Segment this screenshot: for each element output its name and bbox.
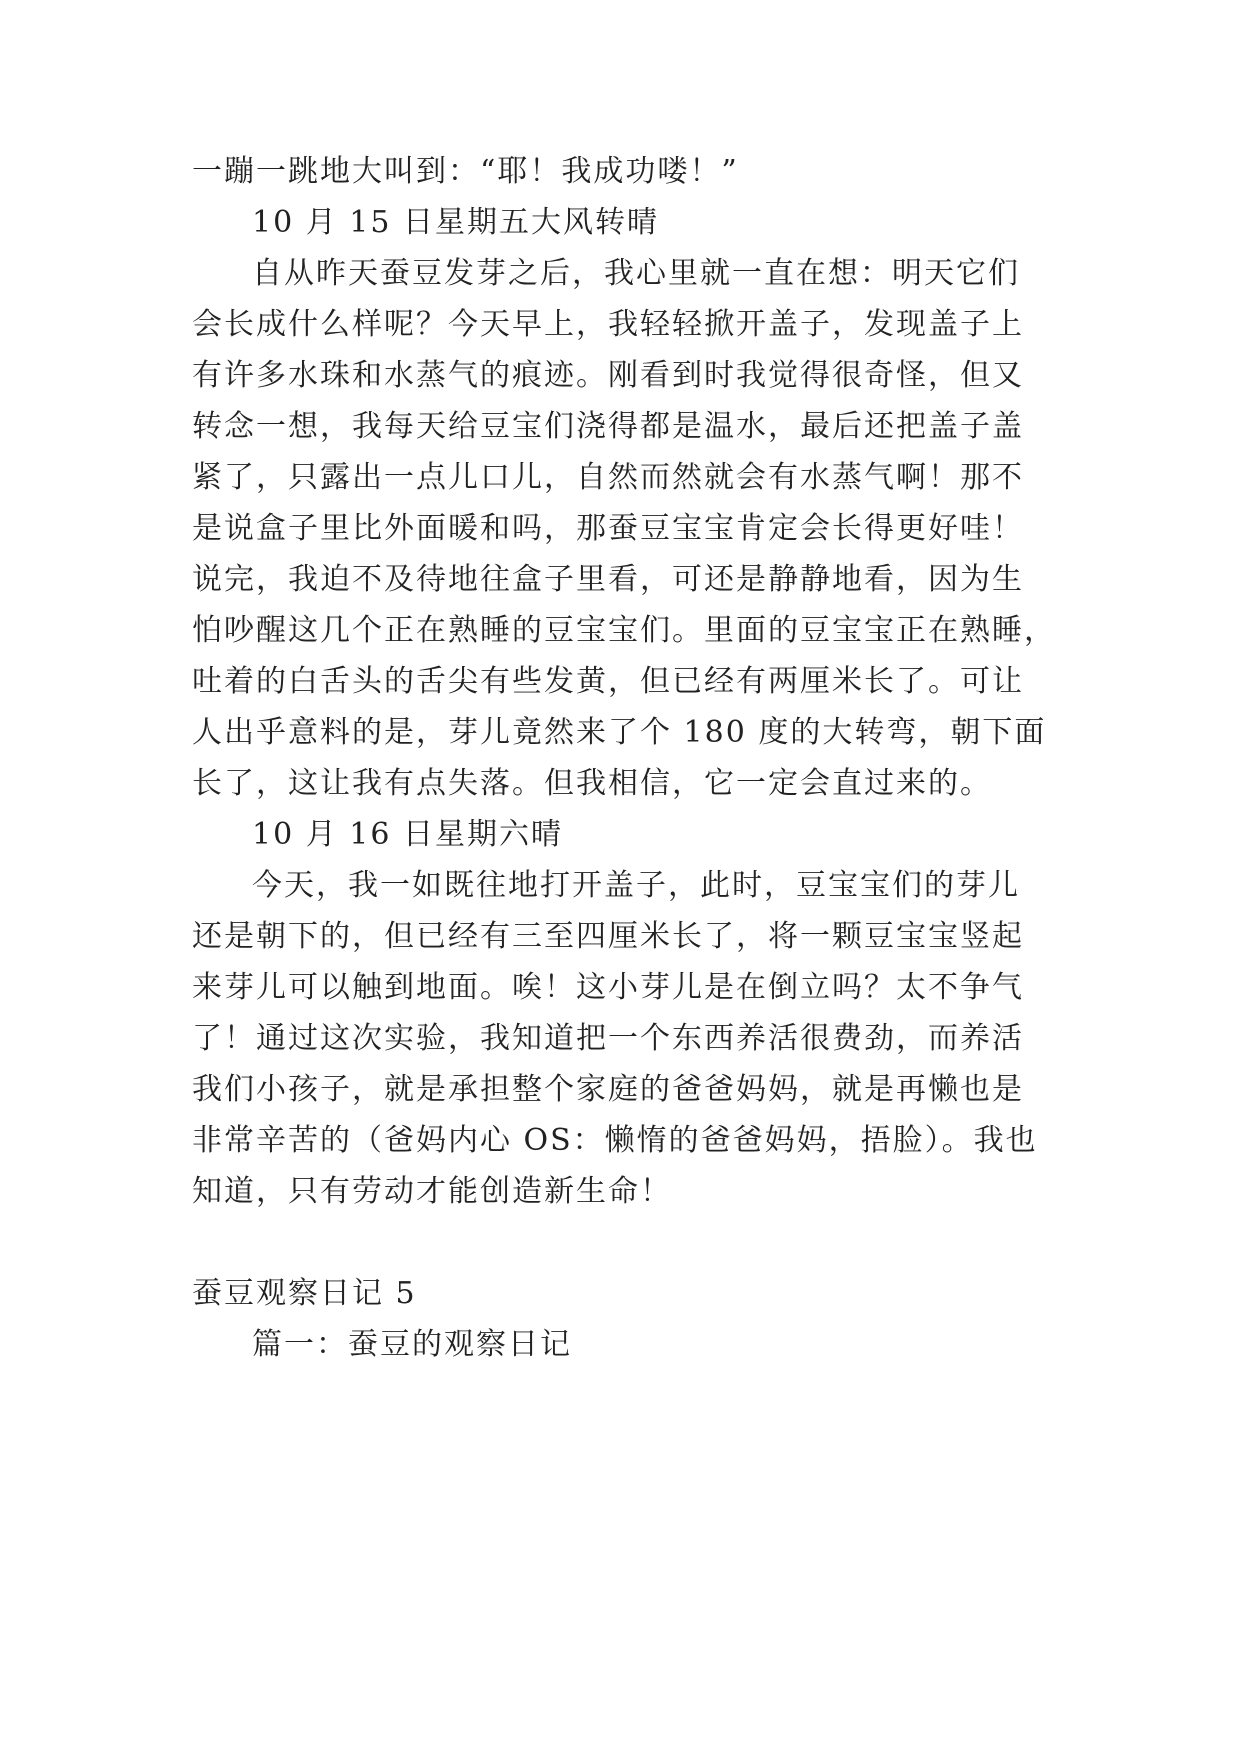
text-line: 一蹦一跳地大叫到：“耶！我成功喽！” [192, 154, 739, 189]
paragraph-line: 我们小孩子，就是承担整个家庭的爸爸妈妈，就是再懒也是 [192, 1072, 1024, 1107]
paragraph-line: 吐着的白舌头的舌尖有些发黄，但已经有两厘米长了。可让 [192, 664, 1024, 699]
paragraph-line: 转念一想，我每天给豆宝们浇得都是温水，最后还把盖子盖 [192, 409, 1024, 444]
paragraph-line: 长了，这让我有点失落。但我相信，它一定会直过来的。 [192, 766, 992, 801]
section-title: 蚕豆观察日记 5 [192, 1276, 417, 1311]
subsection-title: 篇一：蚕豆的观察日记 [252, 1327, 572, 1362]
paragraph-line: 非常辛苦的（爸妈内心 OS：懒惰的爸爸妈妈，捂脸）。我也 [192, 1123, 1038, 1158]
diary-date-heading: 10 月 15 日星期五大风转晴 [252, 205, 659, 240]
paragraph-line: 人出乎意料的是，芽儿竟然来了个 180 度的大转弯，朝下面 [192, 715, 1047, 750]
paragraph-line: 说完，我迫不及待地往盒子里看，可还是静静地看，因为生 [192, 562, 1024, 597]
paragraph-line: 还是朝下的，但已经有三至四厘米长了，将一颗豆宝宝竖起 [192, 919, 1024, 954]
paragraph-line: 今天，我一如既往地打开盖子，此时，豆宝宝们的芽儿 [252, 868, 1020, 903]
paragraph-line: 怕吵醒这几个正在熟睡的豆宝宝们。里面的豆宝宝正在熟睡， [192, 613, 1056, 648]
paragraph-line: 自从昨天蚕豆发芽之后，我心里就一直在想：明天它们 [252, 256, 1020, 291]
paragraph-line: 有许多水珠和水蒸气的痕迹。刚看到时我觉得很奇怪，但又 [192, 358, 1024, 393]
paragraph-line: 了！通过这次实验，我知道把一个东西养活很费劲，而养活 [192, 1021, 1024, 1056]
paragraph-line: 会长成什么样呢？今天早上，我轻轻掀开盖子，发现盖子上 [192, 307, 1024, 342]
paragraph-line: 紧了，只露出一点儿口儿，自然而然就会有水蒸气啊！那不 [192, 460, 1024, 495]
diary-date-heading: 10 月 16 日星期六晴 [252, 817, 563, 852]
paragraph-line: 来芽儿可以触到地面。唉！这小芽儿是在倒立吗？太不争气 [192, 970, 1024, 1005]
paragraph-line: 知道，只有劳动才能创造新生命！ [192, 1174, 672, 1209]
paragraph-line: 是说盒子里比外面暖和吗，那蚕豆宝宝肯定会长得更好哇！ [192, 511, 1024, 546]
